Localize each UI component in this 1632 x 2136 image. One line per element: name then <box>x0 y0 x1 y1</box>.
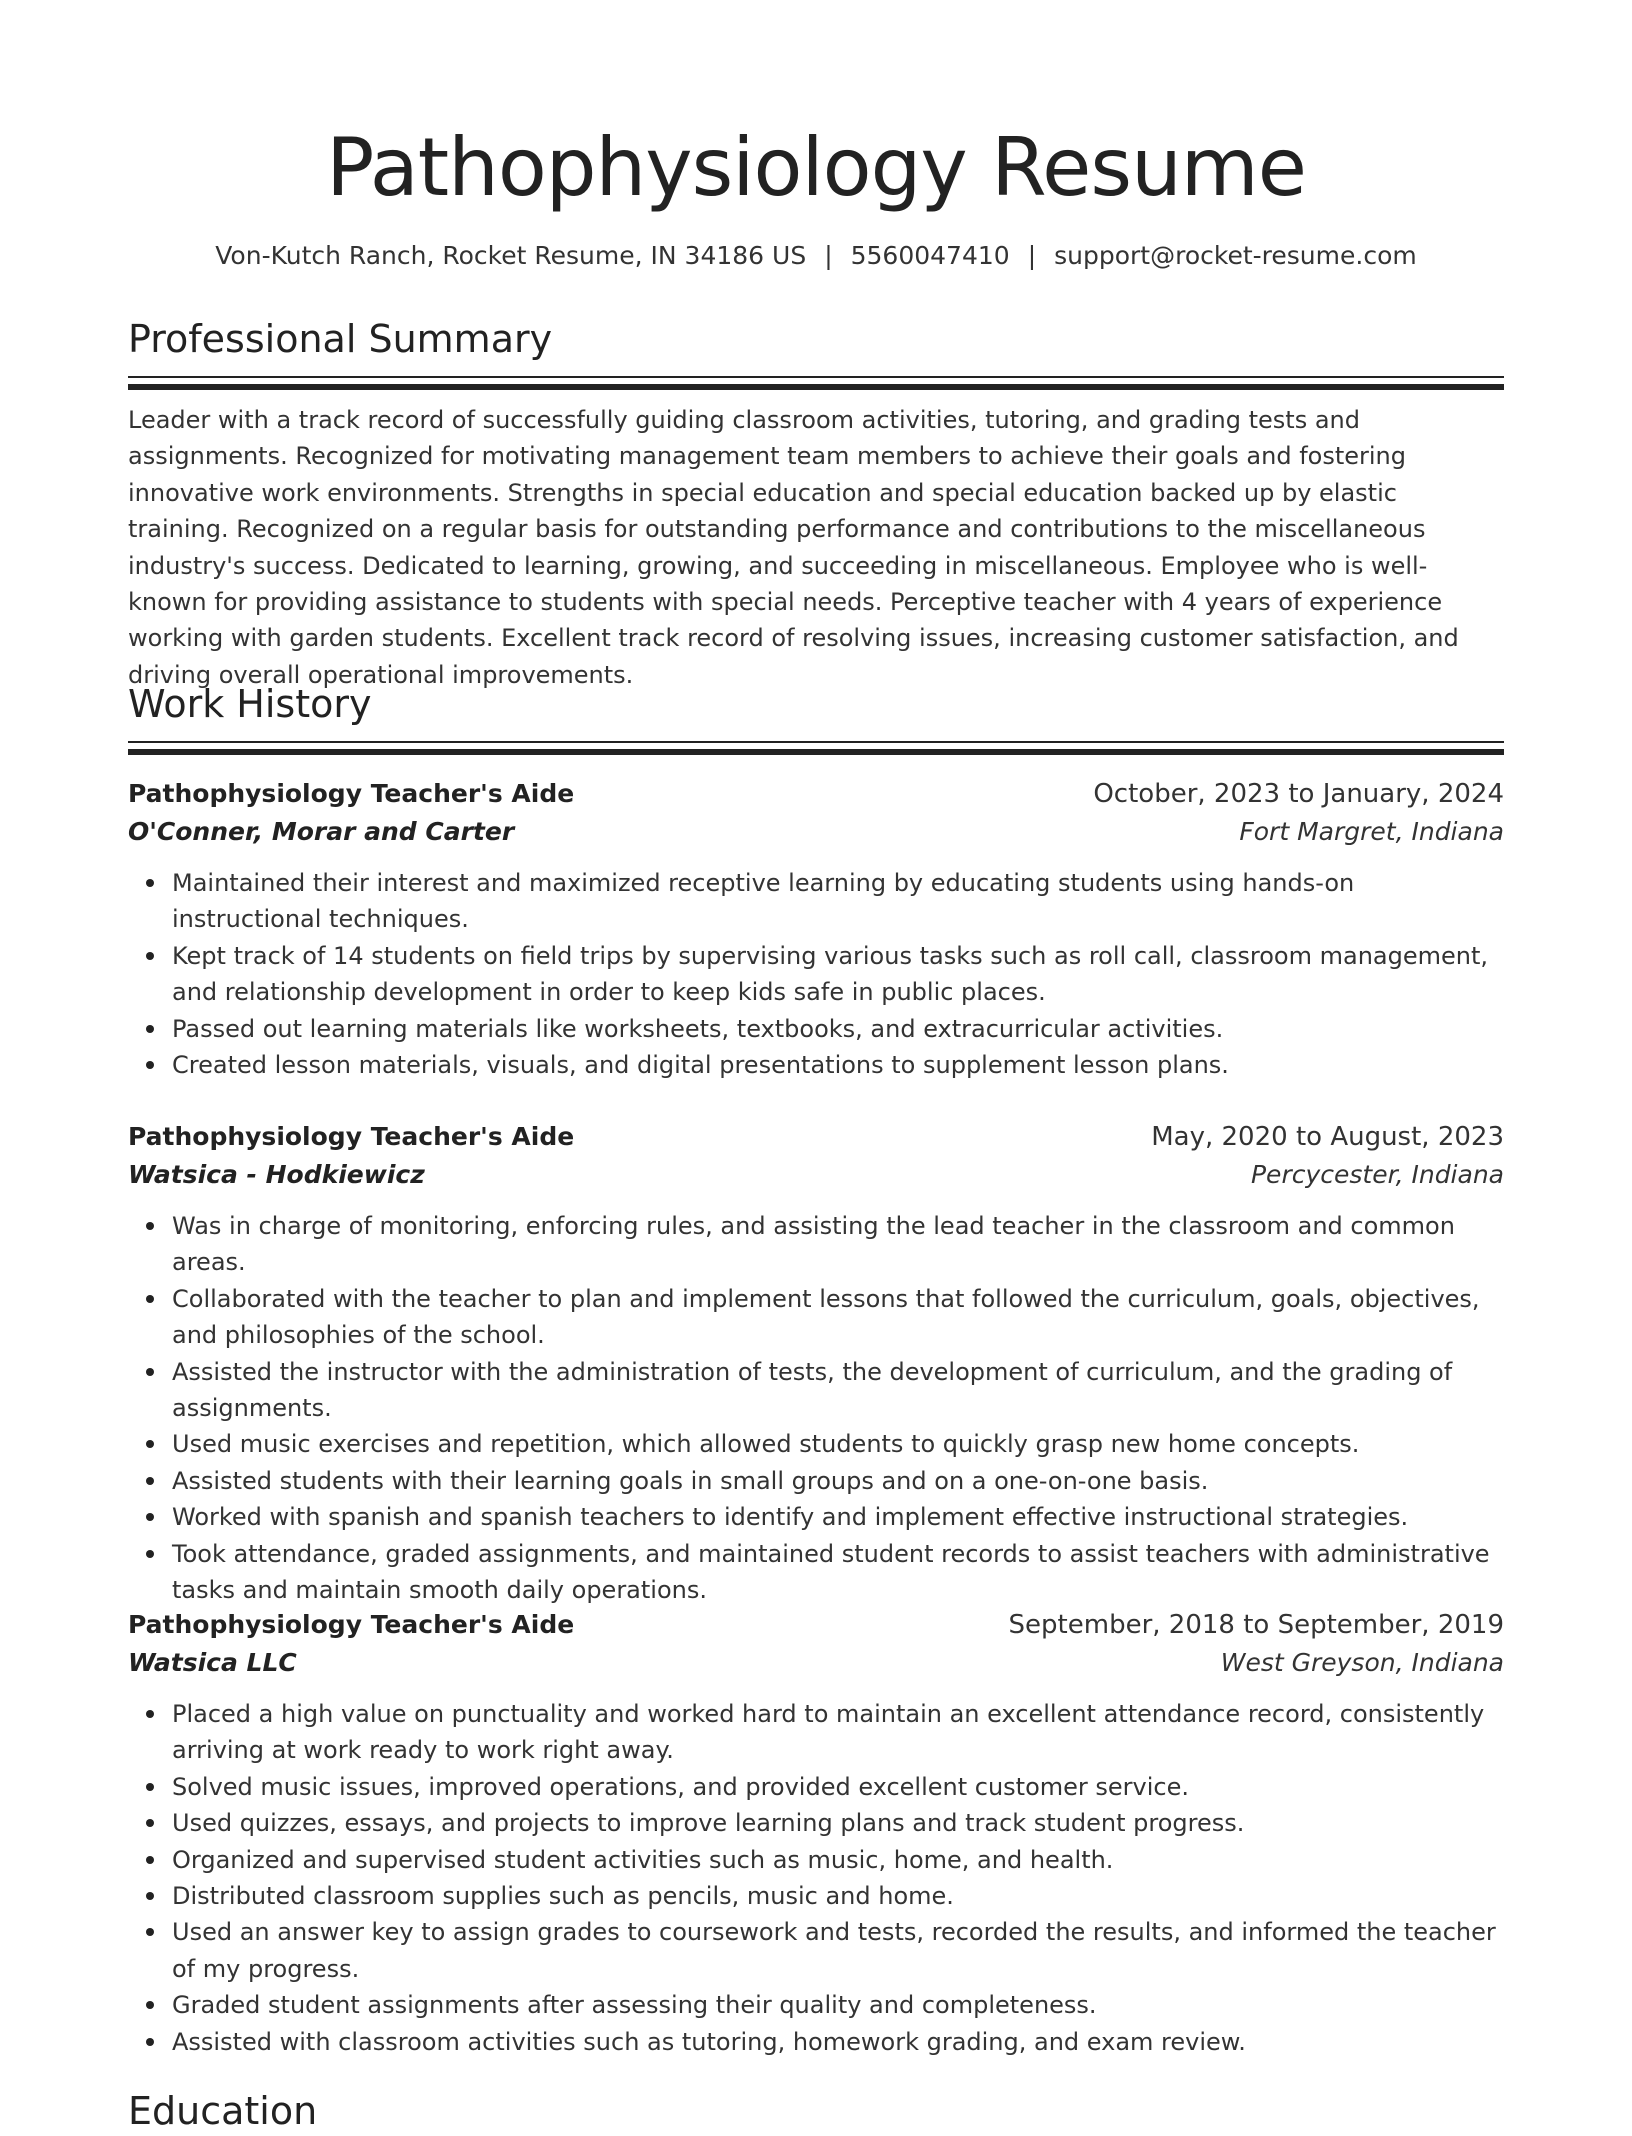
job-location: Fort Margret, Indiana <box>1239 817 1504 846</box>
job-bullet: Collaborated with the teacher to plan and implement lessons that followed the curriculum, goals, objectives, and philosophies of the school. <box>172 1281 1504 1354</box>
job-bullet: Was in charge of monitoring, enforcing rules, and assisting the lead teacher in the classroom and common areas. <box>172 1208 1504 1281</box>
job-company-row <box>128 1156 1504 1194</box>
job-bullet: Graded student assignments after assessing their quality and completeness. <box>172 1987 1504 2023</box>
job-header-row <box>128 775 1504 813</box>
job-bullet: Created lesson materials, visuals, and digital presentations to supplement lesson plans. <box>172 1047 1504 1083</box>
section-divider <box>128 741 1504 753</box>
summary-section <box>128 314 1504 693</box>
job-company-row <box>128 813 1504 851</box>
job-bullets <box>128 1208 1504 1608</box>
job-bullet: Used music exercises and repetition, which allowed students to quickly grasp new home concepts. <box>172 1426 1504 1462</box>
job-dates: October, 2023 to January, 2024 <box>1093 779 1504 809</box>
resume-name: Pathophysiology Resume <box>326 121 1306 214</box>
job-bullet: Used an answer key to assign grades to coursework and tests, recorded the results, and informed the teacher of my progress. <box>172 1914 1504 1987</box>
job-bullet: Worked with spanish and spanish teachers to identify and implement effective instructional strategies. <box>172 1499 1504 1535</box>
job-bullet: Solved music issues, improved operations, and provided excellent customer service. <box>172 1769 1504 1805</box>
job-title: Pathophysiology Teacher's Aide <box>128 779 575 808</box>
job-entry <box>128 775 1504 1083</box>
contact-separator: | <box>1027 241 1037 270</box>
job-header-row <box>128 1118 1504 1156</box>
summary-text: Leader with a track record of successfully guiding classroom activities, tutoring, and grading tests and assignments. Recognized for motivating management team members to achieve their goals and fostering innovative work environments. Strengths in special education and special education backed up by elastic training. Recognized on a regular basis for outstanding performance and contributions to the miscellaneous industry's success. Dedicated to learning, growing, and succeeding in miscellaneous. Employee who is well-known for providing assistance to students with special needs. Perceptive teacher with 4 years of experience working with garden students. Excellent track record of resolving issues, increasing customer satisfaction, and driving overall operational improvements. <box>128 406 1459 689</box>
job-company: O'Conner, Morar and Carter <box>128 817 515 846</box>
job-bullet: Passed out learning materials like worksheets, textbooks, and extracurricular activities. <box>172 1011 1504 1047</box>
job-dates: May, 2020 to August, 2023 <box>1151 1122 1504 1152</box>
contact-separator: | <box>824 241 833 270</box>
job-company: Watsica - Hodkiewicz <box>128 1160 425 1189</box>
job-dates: September, 2018 to September, 2019 <box>1008 1610 1504 1640</box>
job-location: West Greyson, Indiana <box>1220 1648 1504 1677</box>
job-title: Pathophysiology Teacher's Aide <box>128 1610 575 1639</box>
section-divider <box>128 376 1504 388</box>
contact-address: Von-Kutch Ranch, Rocket Resume, IN 34186 US <box>215 241 807 270</box>
job-bullet: Used quizzes, essays, and projects to improve learning plans and track student progress. <box>172 1805 1504 1841</box>
contact-email: support@rocket-resume.com <box>1054 241 1417 270</box>
job-bullet: Assisted the instructor with the administration of tests, the development of curriculum, and the grading of assignments. <box>172 1354 1504 1427</box>
contact-phone: 5560047410 <box>850 241 1010 270</box>
job-bullet: Distributed classroom supplies such as pencils, music and home. <box>172 1878 1504 1914</box>
job-bullet: Assisted students with their learning goals in small groups and on a one-on-one basis. <box>172 1463 1504 1499</box>
job-bullets <box>128 865 1504 1083</box>
education-section <box>128 2086 1504 2136</box>
job-entry <box>128 1118 1504 1608</box>
job-bullet: Maintained their interest and maximized receptive learning by educating students using hands-on instructional techniques. <box>172 865 1504 938</box>
job-bullets <box>128 1696 1504 2060</box>
job-bullet: Assisted with classroom activities such as tutoring, homework grading, and exam review. <box>172 2024 1504 2060</box>
work-history-section <box>128 679 1504 753</box>
job-bullet: Took attendance, graded assignments, and maintained student records to assist teachers with administrative tasks and maintain smooth daily operations. <box>172 1536 1504 1609</box>
job-bullet: Kept track of 14 students on field trips by supervising various tasks such as roll call, classroom management, and relationship development in order to keep kids safe in public places. <box>172 938 1504 1011</box>
job-company: Watsica LLC <box>128 1648 297 1677</box>
job-bullet: Placed a high value on punctuality and worked hard to maintain an excellent attendance record, consistently arriving at work ready to work right away. <box>172 1696 1504 1769</box>
job-header-row <box>128 1606 1504 1644</box>
section-title-education: Education <box>128 2089 318 2133</box>
contact-line <box>128 238 1504 274</box>
job-title: Pathophysiology Teacher's Aide <box>128 1122 575 1151</box>
job-entry <box>128 1606 1504 2060</box>
section-title-summary: Professional Summary <box>128 317 553 361</box>
section-title-work-history: Work History <box>128 682 372 726</box>
job-company-row <box>128 1644 1504 1682</box>
job-location: Percycester, Indiana <box>1250 1160 1504 1189</box>
job-bullet: Organized and supervised student activities such as music, home, and health. <box>172 1842 1504 1878</box>
